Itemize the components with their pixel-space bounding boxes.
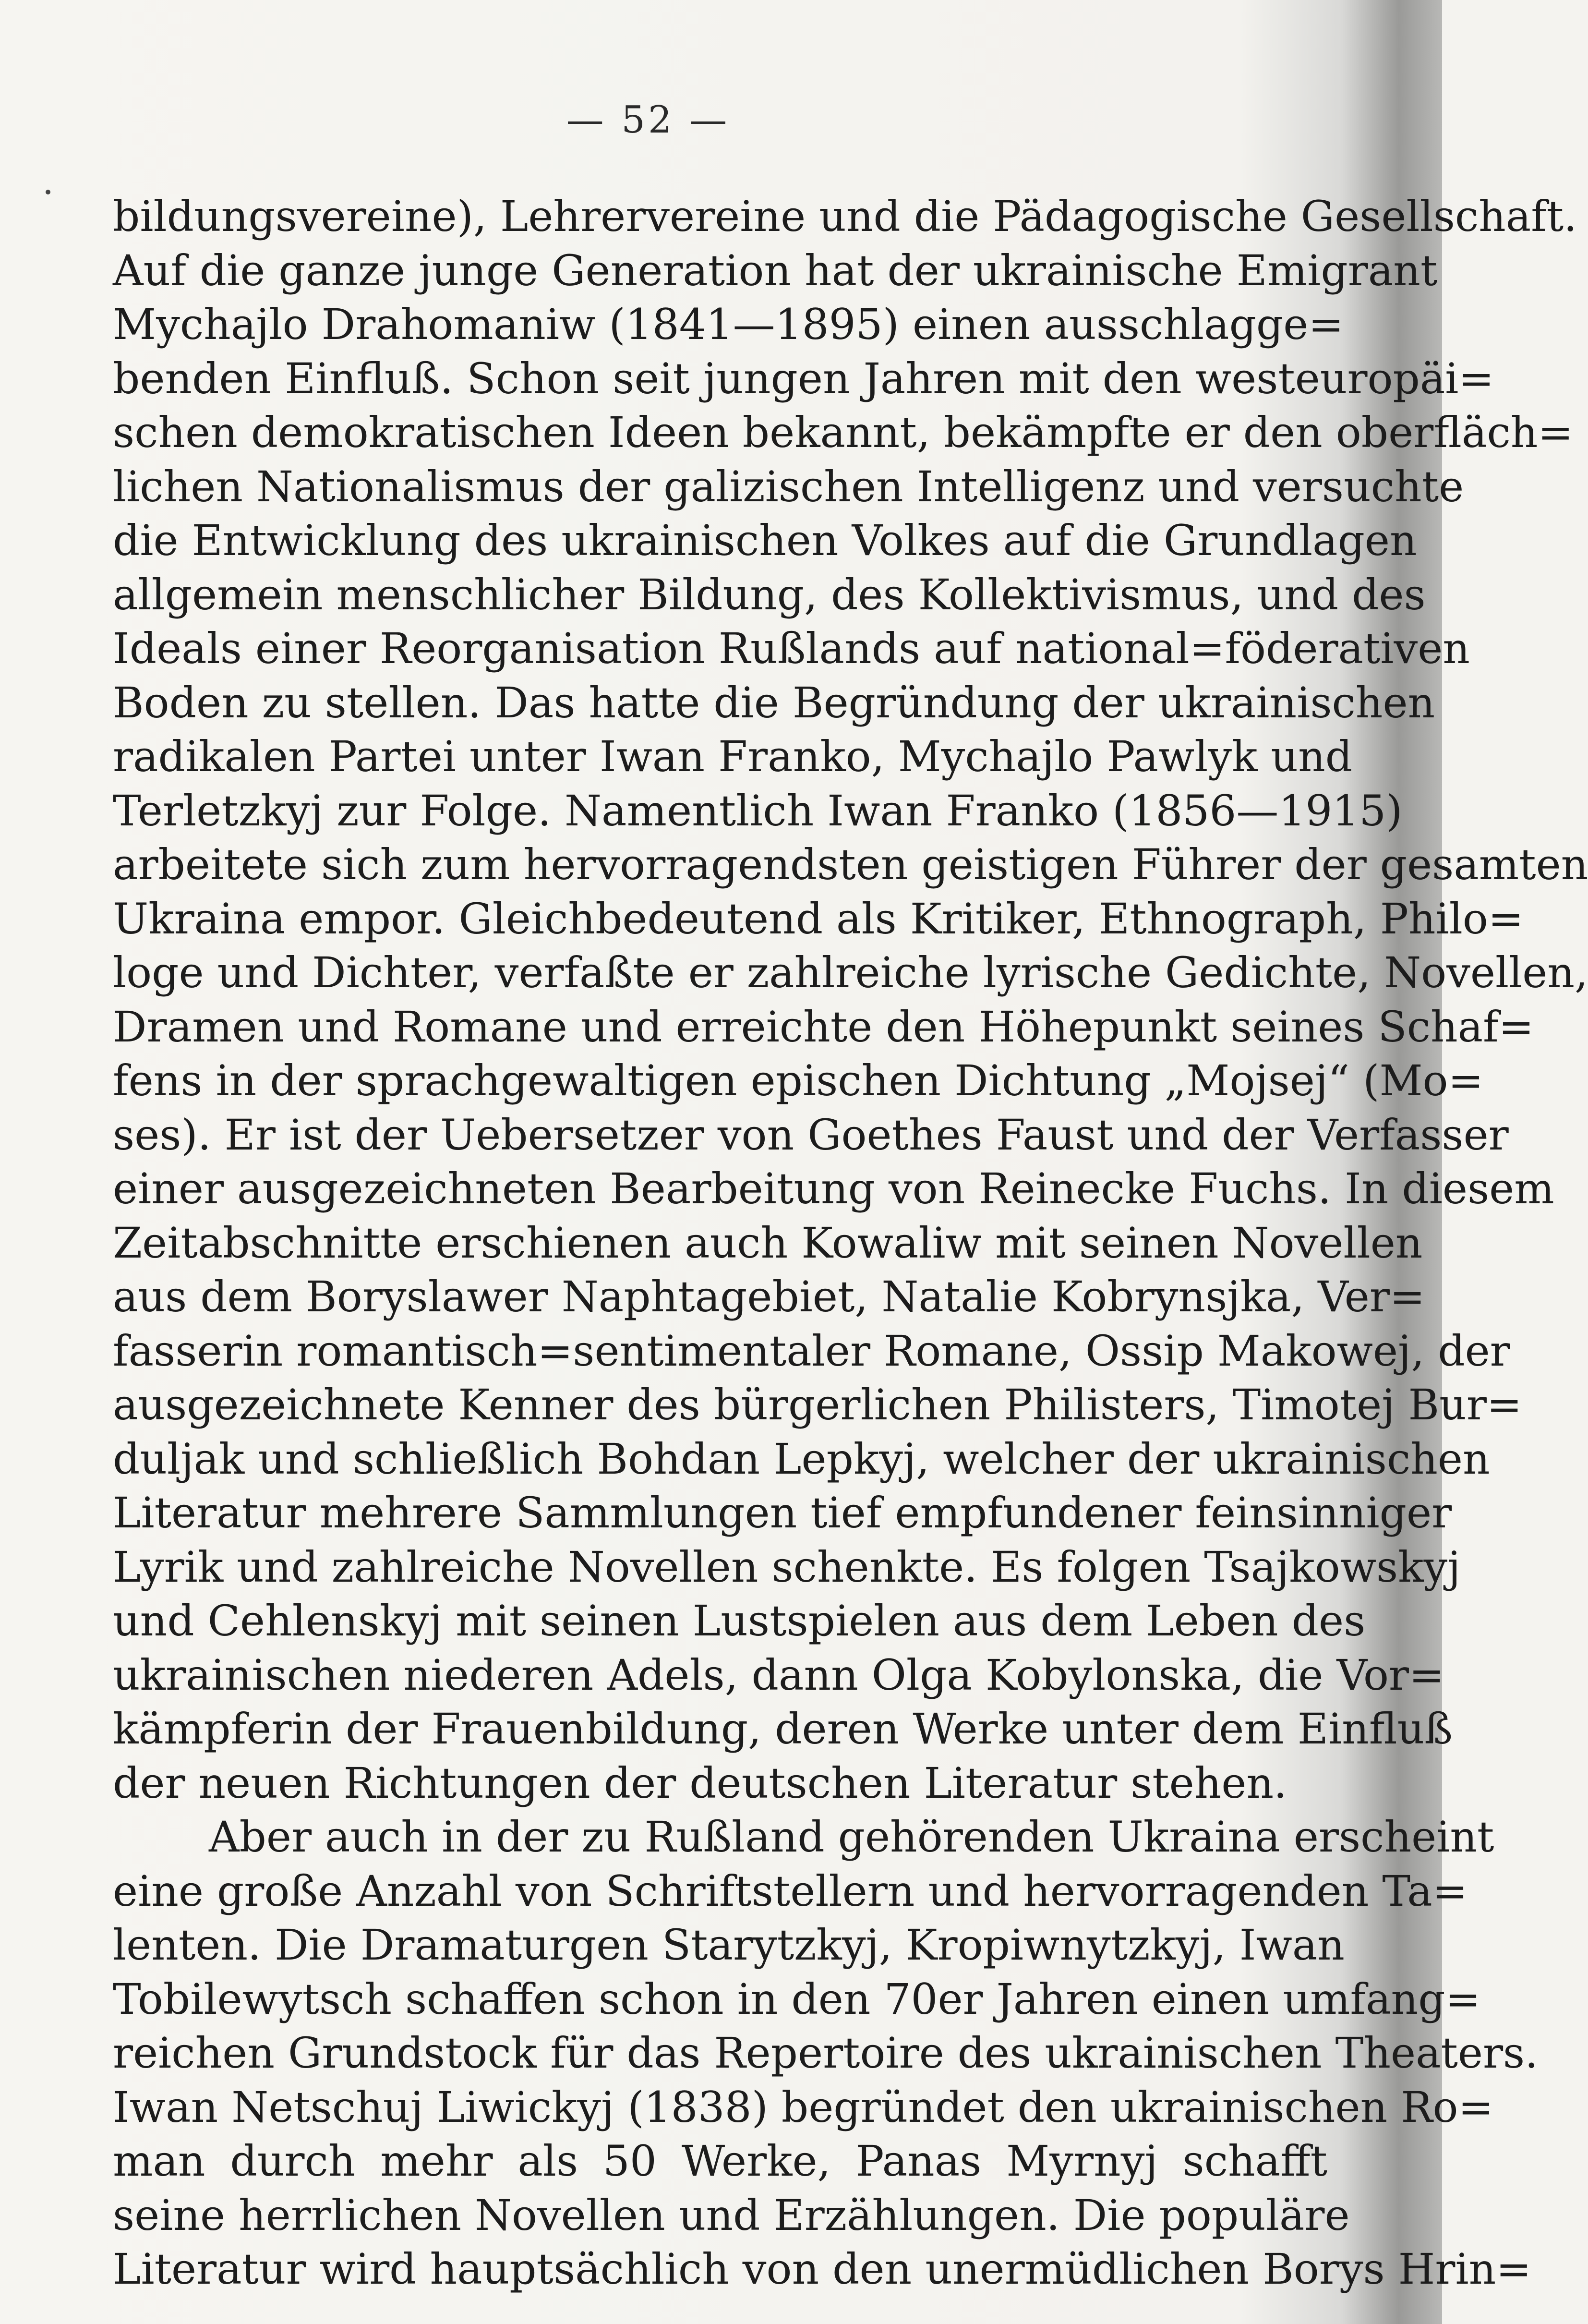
text-line: Terletzkyj zur Folge. Namentlich Iwan Franko (1856—1915) <box>113 786 1403 835</box>
text-line: ausgezeichnete Kenner des bürgerlichen Philisters, Timotej Bur= <box>113 1380 1522 1429</box>
text-line: Iwan Netschuj Liwickyj (1838) begründet den ukrainischen Ro= <box>113 2082 1494 2132</box>
text-line: Zeitabschnitte erschienen auch Kowaliw mit seinen Novellen <box>113 1218 1423 1268</box>
margin-speck <box>46 190 50 194</box>
text-line: die Entwicklung des ukrainischen Volkes auf die Grundlagen <box>113 516 1417 565</box>
text-line: bildungsvereine), Lehrervereine und die Pädagogische Gesellschaft. <box>113 192 1577 241</box>
text-line: man durch mehr als 50 Werke, Panas Myrnyj schafft <box>113 2136 1327 2186</box>
text-line: arbeitete sich zum hervorragendsten geistigen Führer der gesamten <box>113 840 1588 889</box>
text-line: ukrainischen niederen Adels, dann Olga Kobylonska, die Vor= <box>113 1650 1444 1700</box>
text-line: und Cehlenskyj mit seinen Lustspielen aus dem Leben des <box>113 1596 1366 1646</box>
text-line: Mychajlo Drahomaniw (1841—1895) einen ausschlagge= <box>113 300 1344 349</box>
text-line: Ideals einer Reorganisation Rußlands auf national=föderativen <box>113 624 1470 673</box>
text-line: seine herrlichen Novellen und Erzählungen. Die populäre <box>113 2190 1350 2240</box>
text-line: duljak und schließlich Bohdan Lepkyj, welcher der ukrainischen <box>113 1434 1490 1484</box>
text-line: Ukraina empor. Gleichbedeutend als Kritiker, Ethnograph, Philo= <box>113 894 1524 944</box>
text-line: fasserin romantisch=sentimentaler Romane, Ossip Makowej, der <box>113 1326 1510 1376</box>
text-line: Aber auch in der zu Rußland gehörenden Ukraina erscheint <box>209 1812 1494 1862</box>
text-line: Literatur mehrere Sammlungen tief empfundener feinsinniger <box>113 1488 1452 1537</box>
text-line: Boden zu stellen. Das hatte die Begründung der ukrainischen <box>113 678 1435 727</box>
text-line: Literatur wird hauptsächlich von den unermüdlichen Borys Hrin= <box>113 2244 1532 2294</box>
text-line: loge und Dichter, verfaßte er zahlreiche lyrische Gedichte, Novellen, <box>113 948 1588 997</box>
text-line: lichen Nationalismus der galizischen Intelligenz und versuchte <box>113 461 1464 511</box>
text-line: einer ausgezeichneten Bearbeitung von Reinecke Fuchs. In diesem <box>113 1164 1554 1213</box>
text-line: kämpferin der Frauenbildung, deren Werke unter dem Einfluß <box>113 1704 1453 1754</box>
text-line: benden Einfluß. Schon seit jungen Jahren mit den westeuropäi= <box>113 353 1494 403</box>
text-line: fens in der sprachgewaltigen epischen Dichtung „Mojsej“ (Mo= <box>113 1056 1484 1105</box>
text-line: der neuen Richtungen der deutschen Literatur stehen. <box>113 1758 1287 1808</box>
text-line: ses). Er ist der Uebersetzer von Goethes Faust und der Verfasser <box>113 1110 1509 1160</box>
text-line: Dramen und Romane und erreichte den Höhepunkt seines Schaf= <box>113 1002 1534 1052</box>
paragraph-2 <box>113 1810 1539 2297</box>
text-line: eine große Anzahl von Schriftstellern und hervorragenden Ta= <box>113 1866 1468 1916</box>
body-text <box>113 190 1588 2297</box>
text-line: schen demokratischen Ideen bekannt, bekämpfte er den oberfläch= <box>113 408 1574 457</box>
text-line: Tobilewytsch schaffen schon in den 70er Jahren einen umfang= <box>113 1974 1481 2024</box>
paragraph-1 <box>113 190 1588 1810</box>
text-line: reichen Grundstock für das Repertoire des ukrainischen Theaters. <box>113 2028 1539 2078</box>
text-line: radikalen Partei unter Iwan Franko, Mychajlo Pawlyk und <box>113 732 1353 781</box>
page-number: — 52 — <box>566 98 730 142</box>
text-line: Auf die ganze junge Generation hat der ukrainische Emigrant <box>113 245 1438 295</box>
text-line: lenten. Die Dramaturgen Starytzkyj, Kropiwnytzkyj, Iwan <box>113 1920 1345 1970</box>
text-line: allgemein menschlicher Bildung, des Kollektivismus, und des <box>113 569 1426 619</box>
text-line: aus dem Boryslawer Naphtagebiet, Natalie Kobrynsjka, Ver= <box>113 1272 1425 1321</box>
text-line: Lyrik und zahlreiche Novellen schenkte. Es folgen Tsajkowskyj <box>113 1542 1461 1592</box>
